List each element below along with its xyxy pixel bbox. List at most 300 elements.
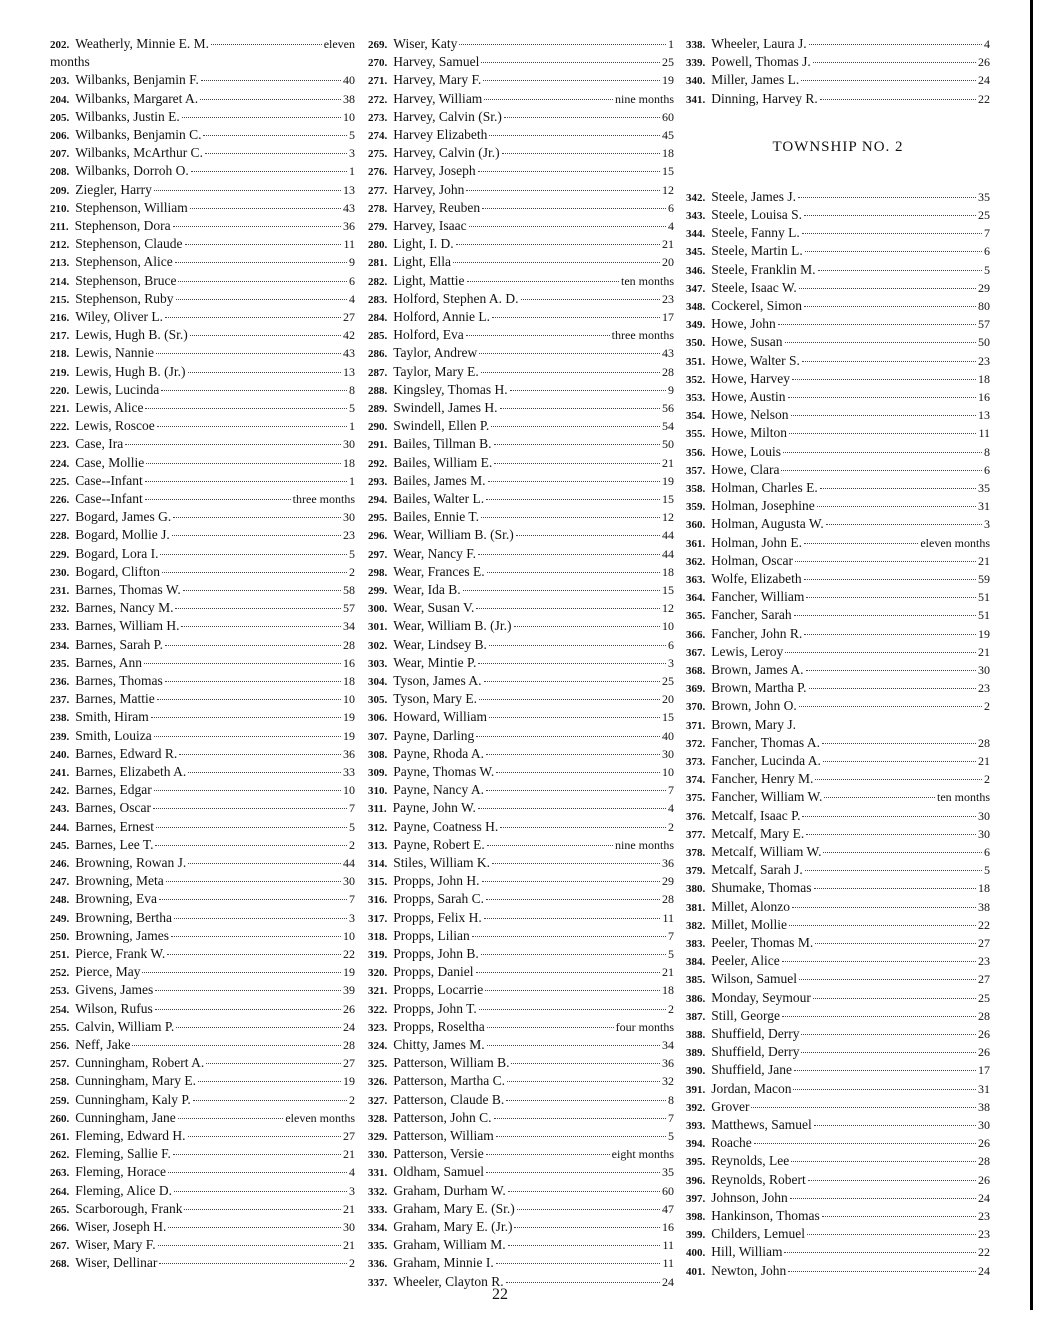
entry-number: 399. — [686, 1229, 706, 1241]
dot-leader — [486, 753, 660, 755]
dot-leader — [804, 542, 918, 544]
census-entry — [686, 570, 990, 588]
entry-age: 19 — [662, 474, 674, 488]
census-entry — [686, 861, 990, 879]
entry-age: 5 — [349, 547, 355, 561]
entry-name: Roache — [711, 1135, 752, 1150]
entry-name: Barnes, Ernest — [75, 819, 154, 834]
entry-number: 269. — [368, 39, 388, 51]
dot-leader — [479, 352, 660, 354]
entry-name: Wheeler, Clayton R. — [393, 1274, 504, 1289]
dot-leader — [794, 1069, 976, 1071]
census-entry — [686, 752, 990, 770]
dot-leader — [198, 1080, 341, 1082]
dot-leader — [161, 389, 347, 391]
census-entry — [686, 934, 990, 952]
dot-leader — [784, 1251, 976, 1253]
entry-name: Light, Mattie — [393, 273, 465, 288]
entry-number: 232. — [50, 603, 70, 615]
entry-age: 21 — [662, 965, 674, 979]
dot-leader — [492, 862, 660, 864]
entry-name: Millet, Mollie — [711, 917, 787, 932]
entry-age: 51 — [978, 608, 990, 622]
census-entry — [686, 534, 990, 552]
entry-number: 306. — [368, 712, 388, 724]
entry-number: 209. — [50, 185, 70, 197]
census-entry — [368, 617, 674, 635]
entry-name: Smith, Louiza — [75, 728, 152, 743]
entry-name: Holford, Stephen A. D. — [393, 291, 519, 306]
census-entry — [368, 1218, 674, 1236]
entry-name: Chitty, James M. — [393, 1037, 485, 1052]
dot-leader — [173, 1153, 341, 1155]
entry-age: 15 — [662, 583, 674, 597]
dot-leader — [154, 735, 341, 737]
entry-age: 39 — [343, 983, 355, 997]
entry-age: 5 — [349, 820, 355, 834]
census-entry — [50, 563, 355, 581]
entry-name: Steele, James J. — [711, 189, 796, 204]
entry-age: 26 — [978, 1173, 990, 1187]
entry-name: Cunningham, Kaly P. — [75, 1092, 191, 1107]
entry-name: Lewis, Leroy — [711, 644, 784, 659]
entry-age: 40 — [662, 729, 674, 743]
entry-number: 294. — [368, 494, 388, 506]
entry-name: Bogard, James G. — [75, 509, 172, 524]
entry-age: 44 — [662, 547, 674, 561]
dot-leader — [521, 298, 661, 300]
entry-age: 12 — [662, 601, 674, 615]
census-entry — [50, 508, 355, 526]
entry-name: Powell, Thomas J. — [711, 54, 811, 69]
census-entry — [368, 35, 674, 53]
entry-name: Propps, John B. — [393, 946, 479, 961]
entry-age: 8 — [984, 445, 990, 459]
entry-name: Harvey, Calvin (Sr.) — [393, 109, 502, 124]
dot-leader — [806, 596, 976, 598]
census-entry — [686, 643, 990, 661]
dot-leader — [489, 716, 660, 718]
entry-age: 23 — [343, 528, 355, 542]
dot-leader — [142, 971, 341, 973]
dot-leader — [496, 1135, 666, 1137]
entry-name: Holford, Annie L. — [393, 309, 490, 324]
entry-age: 10 — [343, 110, 355, 124]
entry-number: 396. — [686, 1175, 706, 1187]
census-entry — [686, 770, 990, 788]
entry-name: Stephenson, William — [75, 200, 188, 215]
dot-leader — [159, 898, 347, 900]
dot-leader — [155, 844, 347, 846]
entry-number: 318. — [368, 931, 388, 943]
entry-number: 324. — [368, 1040, 388, 1052]
entry-number: 279. — [368, 221, 388, 233]
entry-number: 293. — [368, 476, 388, 488]
dot-leader — [479, 698, 660, 700]
dot-leader — [486, 789, 666, 791]
dot-leader — [791, 414, 977, 416]
census-entry — [686, 916, 990, 934]
entry-age: 36 — [662, 1056, 674, 1070]
entry-age: 10 — [662, 619, 674, 633]
entry-age: 31 — [978, 1082, 990, 1096]
entry-age: 30 — [662, 747, 674, 761]
entry-age: 34 — [662, 1038, 674, 1052]
entry-number: 319. — [368, 949, 388, 961]
entry-number: 361. — [686, 538, 706, 550]
entry-number: 298. — [368, 567, 388, 579]
entry-name: Lewis, Roscoe — [75, 418, 155, 433]
census-entry — [686, 679, 990, 697]
entry-age: 28 — [978, 1154, 990, 1168]
entry-age: 35 — [662, 1165, 674, 1179]
entry-age: 30 — [978, 809, 990, 823]
entry-name: Patterson, John C. — [393, 1110, 492, 1125]
entry-age: 23 — [978, 354, 990, 368]
entry-age: 2 — [349, 1256, 355, 1270]
entry-name: Wear, Ida B. — [393, 582, 461, 597]
census-entry — [686, 424, 990, 442]
entry-age: 35 — [978, 481, 990, 495]
entry-name: Metcalf, Sarah J. — [711, 862, 803, 877]
entry-name: Graham, Mary E. (Sr.) — [393, 1201, 515, 1216]
entry-age: 2 — [668, 1002, 674, 1016]
entry-number: 391. — [686, 1084, 706, 1096]
entry-age: 5 — [668, 1129, 674, 1143]
entry-age: 38 — [978, 1100, 990, 1114]
entry-age: 12 — [662, 183, 674, 197]
census-entry — [50, 599, 355, 617]
entry-name: Holman, Charles E. — [711, 480, 818, 495]
entry-name: Patterson, Versie — [393, 1146, 484, 1161]
census-entry — [50, 872, 355, 890]
entry-name: Wilson, Rufus — [75, 1001, 153, 1016]
entry-name: Browning, James — [75, 928, 169, 943]
entry-name: Reynolds, Lee — [711, 1153, 790, 1168]
entry-age: 28 — [978, 1009, 990, 1023]
entry-number: 310. — [368, 785, 388, 797]
entry-age: 30 — [978, 1118, 990, 1132]
entry-name: Neff, Jake — [75, 1037, 131, 1052]
dot-leader — [486, 1171, 660, 1173]
entry-age: 21 — [343, 1147, 355, 1161]
entry-age: 10 — [343, 783, 355, 797]
entry-name: Givens, James — [75, 982, 154, 997]
dot-leader — [174, 917, 347, 919]
census-entry — [686, 952, 990, 970]
entry-age: 25 — [662, 674, 674, 688]
entry-age: 18 — [662, 983, 674, 997]
census-entry — [368, 199, 674, 217]
dot-leader — [125, 443, 341, 445]
entry-age: 18 — [978, 881, 990, 895]
entry-age: 80 — [978, 299, 990, 313]
census-entry — [368, 799, 674, 817]
entry-age: ten months — [621, 274, 674, 288]
entry-name: Grover — [711, 1099, 750, 1114]
census-entry — [368, 763, 674, 781]
entry-age: 38 — [978, 900, 990, 914]
dot-leader — [818, 269, 983, 271]
entry-name: Steele, Louisa S. — [711, 207, 802, 222]
entry-number: 266. — [50, 1222, 70, 1234]
entry-number: 303. — [368, 658, 388, 670]
entry-number: 224. — [50, 458, 70, 470]
entry-number: 214. — [50, 276, 70, 288]
entry-number: 301. — [368, 621, 388, 633]
census-entry — [686, 406, 990, 424]
dot-leader — [181, 625, 341, 627]
entry-number: 345. — [686, 246, 706, 258]
entry-name: Propps, John T. — [393, 1001, 477, 1016]
entry-name: Browning, Bertha — [75, 910, 172, 925]
entry-age: 30 — [343, 874, 355, 888]
entry-number: 349. — [686, 319, 706, 331]
entry-age: 36 — [662, 856, 674, 870]
entry-age: 3 — [984, 517, 990, 531]
census-entry — [368, 181, 674, 199]
entry-age: 3 — [349, 146, 355, 160]
census-entry — [368, 545, 674, 563]
dot-leader — [813, 997, 976, 999]
entry-age: three months — [611, 328, 674, 342]
entry-name: Cunningham, Robert A. — [75, 1055, 205, 1070]
entry-age: 30 — [343, 510, 355, 524]
entry-age: 1 — [349, 474, 355, 488]
entry-age: eleven months — [920, 536, 990, 550]
census-entry — [686, 734, 990, 752]
dot-leader — [183, 589, 341, 591]
entry-number: 285. — [368, 330, 388, 342]
entry-age: 3 — [668, 656, 674, 670]
entry-name: Taylor, Mary E. — [393, 364, 479, 379]
entry-number: 235. — [50, 658, 70, 670]
census-entry — [686, 333, 990, 351]
dot-leader — [822, 1215, 976, 1217]
census-entry — [686, 843, 990, 861]
entry-number: 340. — [686, 75, 706, 87]
dot-leader — [156, 352, 341, 354]
census-entry — [368, 963, 674, 981]
entry-name: Lewis, Lucinda — [75, 382, 160, 397]
entry-age: 7 — [668, 1111, 674, 1125]
census-entry — [50, 90, 355, 108]
entry-name: Case--Infant — [75, 491, 143, 506]
census-entry — [686, 1080, 990, 1098]
dot-leader — [211, 43, 322, 45]
entry-age: 51 — [978, 590, 990, 604]
entry-age: 6 — [984, 244, 990, 258]
entry-name: Calvin, William P. — [75, 1019, 175, 1034]
entry-age: eleven — [323, 37, 355, 51]
entry-number: 242. — [50, 785, 70, 797]
entry-name: Cunningham, Jane — [75, 1110, 176, 1125]
dot-leader — [815, 778, 982, 780]
census-entry — [368, 472, 674, 490]
dot-leader — [472, 935, 666, 937]
dot-leader — [168, 1171, 347, 1173]
dot-leader — [508, 1244, 661, 1246]
entry-age: 26 — [978, 1136, 990, 1150]
entry-number: 317. — [368, 913, 388, 925]
entry-name: Brown, John O. — [711, 698, 797, 713]
dot-leader — [802, 815, 976, 817]
dot-leader — [778, 323, 976, 325]
dot-leader — [795, 560, 976, 562]
census-entry — [368, 636, 674, 654]
entry-wrap: months — [50, 54, 90, 69]
entry-name: Cunningham, Mary E. — [75, 1073, 196, 1088]
entry-number: 219. — [50, 367, 70, 379]
entry-age: 16 — [343, 656, 355, 670]
entry-number: 275. — [368, 148, 388, 160]
entry-number: 252. — [50, 967, 70, 979]
census-entry — [686, 479, 990, 497]
dot-leader — [485, 989, 660, 991]
entry-name: Light, I. D. — [393, 236, 454, 251]
entry-age: 24 — [978, 73, 990, 87]
entry-name: Brown, Mary J. — [711, 717, 796, 732]
census-entry — [368, 1109, 674, 1127]
entry-name: Weatherly, Minnie E. M. — [75, 36, 210, 51]
entry-name: Barnes, Edgar — [75, 782, 152, 797]
dot-leader — [804, 305, 976, 307]
entry-number: 255. — [50, 1022, 70, 1034]
entry-name: Holman, Oscar — [711, 553, 793, 568]
dot-leader — [176, 298, 347, 300]
dot-leader — [190, 207, 341, 209]
census-entry — [686, 279, 990, 297]
entry-number: 207. — [50, 148, 70, 160]
entry-age: 4 — [349, 1165, 355, 1179]
dot-leader — [159, 1262, 347, 1264]
dot-leader — [809, 687, 977, 689]
entry-number: 309. — [368, 767, 388, 779]
entry-number: 217. — [50, 330, 70, 342]
entry-name: Harvey, Isaac — [393, 218, 467, 233]
entry-age: 18 — [662, 565, 674, 579]
entry-name: Howe, Austin — [711, 389, 786, 404]
census-entry — [50, 217, 355, 235]
census-entry — [50, 818, 355, 836]
census-entry — [686, 879, 990, 897]
entry-age: 24 — [662, 1275, 674, 1289]
dot-leader — [510, 389, 666, 391]
entry-age: 3 — [349, 911, 355, 925]
dot-leader — [486, 498, 660, 500]
entry-number: 379. — [686, 865, 706, 877]
entry-age: 4 — [984, 37, 990, 51]
entry-age: 19 — [343, 1074, 355, 1088]
entry-age: 28 — [343, 1038, 355, 1052]
entry-name: Pierce, May — [75, 964, 141, 979]
dot-leader — [516, 534, 660, 536]
entry-name: Wear, Frances E. — [393, 564, 485, 579]
entry-number: 333. — [368, 1204, 388, 1216]
entry-name: Wilbanks, Benjamin C. — [75, 127, 202, 142]
entry-number: 205. — [50, 112, 70, 124]
entry-name: Shuffield, Jane — [711, 1062, 792, 1077]
entry-name: Graham, Minnie I. — [393, 1255, 494, 1270]
entry-number: 208. — [50, 166, 70, 178]
entry-name: Matthews, Samuel — [711, 1117, 812, 1132]
census-entry — [686, 53, 990, 71]
entry-name: Wilbanks, Benjamin F. — [75, 72, 199, 87]
entry-age: 2 — [984, 772, 990, 786]
dot-leader — [478, 662, 666, 664]
entry-age: 20 — [662, 255, 674, 269]
census-entry — [686, 35, 990, 53]
entry-name: Lewis, Hugh B. (Jr.) — [75, 364, 186, 379]
dot-leader — [494, 443, 660, 445]
census-entry — [368, 508, 674, 526]
entry-name: Case--Infant — [75, 473, 143, 488]
entry-name: Wear, William B. (Sr.) — [393, 527, 514, 542]
entry-number: 325. — [368, 1058, 388, 1070]
entry-number: 282. — [368, 276, 388, 288]
entry-name: Lewis, Alice — [75, 400, 144, 415]
census-entry — [368, 781, 674, 799]
census-entry — [50, 363, 355, 381]
census-entry — [50, 836, 355, 854]
dot-leader — [484, 680, 660, 682]
entry-number: 288. — [368, 385, 388, 397]
entry-name: Bailes, Ennie T. — [393, 509, 479, 524]
entry-number: 386. — [686, 993, 706, 1005]
dot-leader — [205, 152, 347, 154]
township-heading: TOWNSHIP NO. 2 — [772, 139, 904, 155]
entry-name: Steele, Franklin M. — [711, 262, 816, 277]
census-entry — [50, 144, 355, 162]
entry-age: 35 — [978, 190, 990, 204]
entry-name: Wolfe, Elizabeth — [711, 571, 802, 586]
census-entry — [368, 1236, 674, 1254]
entry-age: 3 — [349, 1184, 355, 1198]
census-entry — [686, 989, 990, 1007]
entry-name: Fancher, Lucinda A. — [711, 753, 821, 768]
census-entry — [50, 727, 355, 745]
dot-leader — [203, 134, 347, 136]
entry-age: 26 — [343, 1002, 355, 1016]
entry-age: 8 — [668, 1093, 674, 1107]
entry-age: 22 — [978, 918, 990, 932]
dot-leader — [813, 61, 976, 63]
dot-leader — [798, 196, 976, 198]
census-entry — [686, 1043, 990, 1061]
entry-name: Patterson, Claude B. — [393, 1092, 505, 1107]
entry-name: Fleming, Alice D. — [75, 1183, 172, 1198]
dot-leader — [176, 1026, 341, 1028]
census-entry — [50, 490, 355, 508]
entry-name: Case, Mollie — [75, 455, 145, 470]
entry-age: 19 — [343, 710, 355, 724]
dot-leader — [173, 225, 341, 227]
dot-leader — [488, 480, 661, 482]
dot-leader — [801, 79, 976, 81]
entry-number: 336. — [368, 1258, 388, 1270]
entry-name: Graham, William M. — [393, 1237, 506, 1252]
entry-age: 11 — [978, 426, 990, 440]
entry-age: 1 — [668, 37, 674, 51]
entry-age: 1 — [349, 164, 355, 178]
entry-name: Bogard, Clifton — [75, 564, 160, 579]
census-entry — [50, 344, 355, 362]
entry-name: Howard, William — [393, 709, 487, 724]
entry-age: 22 — [343, 947, 355, 961]
entry-number: 202. — [50, 39, 70, 51]
census-entry — [368, 1036, 674, 1054]
entry-number: 371. — [686, 720, 706, 732]
